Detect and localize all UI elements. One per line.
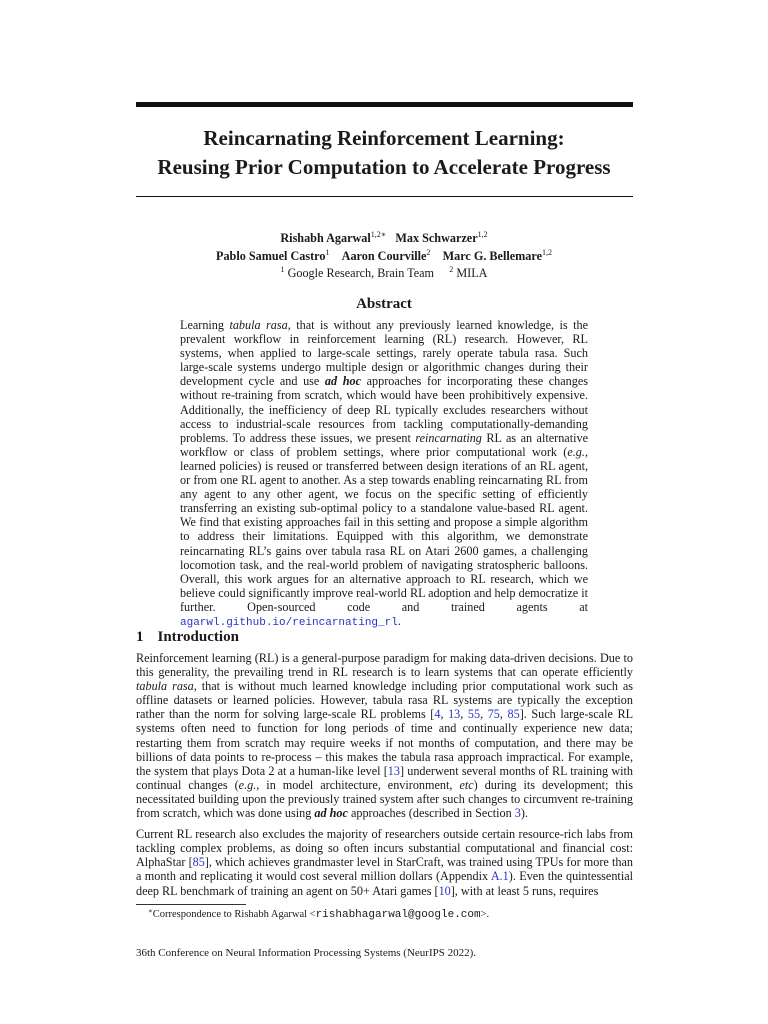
footnote-mark: ∗ bbox=[148, 907, 153, 915]
affil-mark: 1 bbox=[280, 265, 285, 274]
project-link[interactable]: agarwl.github.io/reincarnating_rl bbox=[180, 616, 398, 629]
abstract-emphasis: tabula rasa bbox=[229, 318, 288, 332]
paragraph bbox=[136, 827, 633, 897]
citation-link[interactable]: 13 bbox=[387, 763, 400, 778]
body-text: , that is without much learned knowledge including prior computational work such as offline datasets or learned policies. However, tabula rasa RL systems are typically the exception rather than the norm for solving large-scale RL problems [ bbox=[136, 679, 633, 722]
author-line-2 bbox=[110, 248, 658, 266]
author-affil-mark: 1 bbox=[325, 247, 330, 257]
citation-link[interactable]: 13 bbox=[448, 707, 461, 722]
body-text: in model architecture, environment, bbox=[259, 777, 460, 792]
author-affil-mark: 2 bbox=[426, 247, 431, 257]
body-emphasis: tabula rasa bbox=[136, 679, 194, 694]
affiliations bbox=[110, 265, 658, 282]
body-text: ). bbox=[520, 806, 528, 821]
body-text: Reinforcement learning (RL) is a general-purpose paradigm for making data-driven decisions. Due to this generality, the prevailing trend in RL research is to learn systems that can operate efficiently bbox=[136, 651, 633, 680]
citation-link[interactable]: 85 bbox=[192, 855, 205, 870]
abstract-emphasis: reincarnating bbox=[415, 430, 482, 445]
title-bottom-rule bbox=[136, 196, 633, 197]
email-link[interactable]: rishabhagarwal@google.com bbox=[315, 909, 481, 921]
abstract-text: . bbox=[397, 613, 401, 628]
body-text: Current RL research also excludes the majority of researchers outside certain resource-rich labs from tackling complex problems, as doing so often incurs substantial computational and financial cost: AlphaStar [ bbox=[136, 827, 633, 870]
body-emphasis: etc bbox=[459, 777, 474, 792]
citation-link[interactable]: 85 bbox=[507, 707, 520, 722]
footnote bbox=[148, 908, 489, 922]
body-emphasis: e.g., bbox=[238, 777, 260, 792]
section-title: Introduction bbox=[157, 629, 239, 645]
section-ref-link[interactable]: 3 bbox=[514, 806, 521, 821]
title-top-rule bbox=[136, 102, 633, 107]
author-name: Rishabh Agarwal bbox=[280, 231, 371, 245]
section-heading bbox=[136, 627, 253, 647]
body-text: ] underwent several months of RL training with continual changes ( bbox=[136, 763, 633, 792]
title-line-2: Reusing Prior Computation to Accelerate Progress bbox=[157, 155, 611, 179]
author-name: Pablo Samuel Castro bbox=[216, 248, 326, 263]
affiliation: MILA bbox=[456, 266, 488, 280]
body-text: ). Even the quintessential deep RL benchmark of training an agent on 50+ Atari games [ bbox=[136, 869, 633, 898]
section-number: 1 bbox=[136, 629, 144, 645]
abstract-body bbox=[180, 318, 588, 630]
abstract-text: Learning bbox=[180, 318, 230, 332]
paper-title bbox=[110, 124, 658, 182]
footnote-text: >. bbox=[480, 909, 490, 920]
citation-link[interactable]: 4 bbox=[434, 707, 441, 722]
author-line-1 bbox=[110, 230, 658, 248]
author-affil-mark: 1,2 bbox=[477, 230, 488, 239]
abstract-text: RL as an alternative workflow or class of problem settings, where prior computational work ( bbox=[180, 430, 588, 459]
affil-mark: 2 bbox=[449, 265, 454, 274]
body-emphasis: ad hoc bbox=[314, 806, 348, 821]
body-text: ]. Such large-scale RL systems often need to function for long periods of time and continually experience new data; restarting them from scratch may require weeks if not months of computation, and there may be billions of data points to re-process – this makes the tabula rasa approach impractical. For example, the system that plays Dota 2 at a human-like level [ bbox=[136, 707, 634, 778]
body-text: ) during its development; this necessitated building upon the previously trained system after such changes to circumvent re-training from scratch, which was done using bbox=[136, 777, 633, 821]
paragraph: Reinforcement learning (RL) is a general-purpose paradigm for making data-driven decisions. Due to this generality, the prevailing trend in RL research is to learn systems that can operate efficiently tabula rasa, that is without much learned knowledge including prior computational work such as offline datasets or learned policies. However, tabula rasa RL systems are typically the exception rather than the norm for solving large-scale RL problems [4, 13, 55, 75, 85]. Such large-scale RL systems often need to function for long periods of time and continually experience new data; restarting them from scratch may require weeks if not months of computation, and there may be billions of data points to re-process – this makes the tabula rasa approach impractical. For example, the system that plays Dota 2 at a human-like level [13] underwent several months of RL training with continual changes (e.g., in model architecture, environment, etc) during its development; this necessitated building upon the previously trained system after such changes to circumvent re-training from scratch, which was done using ad hoc approaches (described in Section 3). bbox=[136, 651, 634, 821]
appendix-ref-link[interactable]: A.1 bbox=[490, 869, 509, 884]
author-name: Max Schwarzer bbox=[395, 231, 478, 245]
conference-note: 36th Conference on Neural Information Processing Systems (NeurIPS 2022). bbox=[136, 947, 477, 959]
author-name: Marc G. Bellemare bbox=[442, 248, 542, 263]
title-line-1: Reincarnating Reinforcement Learning: bbox=[203, 126, 565, 150]
footnote-text: Correspondence to Rishabh Agarwal < bbox=[152, 909, 316, 920]
abstract-emphasis: e.g., bbox=[567, 444, 588, 459]
body-text: ], which achieves grandmaster level in StarCraft, was trained using TPUs for more than a month and replicating it would cost several million dollars (Appendix bbox=[136, 855, 633, 884]
footnote-rule bbox=[136, 904, 246, 905]
citation-link[interactable]: 10 bbox=[438, 883, 451, 898]
abstract-emphasis: ad hoc bbox=[324, 374, 361, 389]
author-list bbox=[110, 230, 658, 265]
citation-link[interactable]: 75 bbox=[487, 707, 500, 722]
author-affil-mark: 1,2 bbox=[541, 247, 552, 257]
author-affil-mark: 1,2∗ bbox=[370, 230, 387, 239]
author-name: Aaron Courville bbox=[341, 248, 427, 263]
abstract-heading: Abstract bbox=[356, 296, 412, 312]
body-text: ], with at least 5 runs, requires bbox=[450, 883, 599, 898]
abstract-text: , that is without any previously learned knowledge, is the prevalent workflow in reinforcement learning (RL) research. However, RL systems, when applied to large-scale settings, rarely operate tabula rasa. Such large-scale systems undergo multiple design or algorithmic changes during their development cycle and use bbox=[180, 318, 588, 389]
affiliation: Google Research, Brain Team bbox=[287, 266, 435, 280]
body-text: approaches (described in Section bbox=[347, 806, 515, 821]
citation-link[interactable]: 55 bbox=[467, 707, 481, 722]
abstract-text: approaches for incorporating these changes without re-training from scratch, which would have been prohibitively expensive. Additionally, the inefficiency of deep RL typically excludes researchers without access to industrial-scale resources from tackling computationally-demanding problems. To address these issues, we present bbox=[180, 374, 588, 445]
abstract-text: learned policies) is reused or transferred between design iterations of an RL agent, or from one RL agent to another. As a step towards enabling reincarnating RL from any agent to any other agent, we focus on the specific setting of efficiently transferring an existing sub-optimal policy to a standalone value-based RL agent. We find that existing approaches fail in this setting and propose a simple algorithm to address their limitations. Equipped with this algorithm, we demonstrate reincarnating RL’s gains over tabula rasa RL on Atari 2600 games, a challenging locomotion task, and the real-world problem of navigating stratospheric balloons. Overall, this work argues for an alternative approach to RL research, which we believe could significantly improve real-world RL adoption and help democratize it further. Open-sourced code and trained agents at bbox=[180, 458, 588, 614]
introduction-body bbox=[136, 651, 633, 905]
